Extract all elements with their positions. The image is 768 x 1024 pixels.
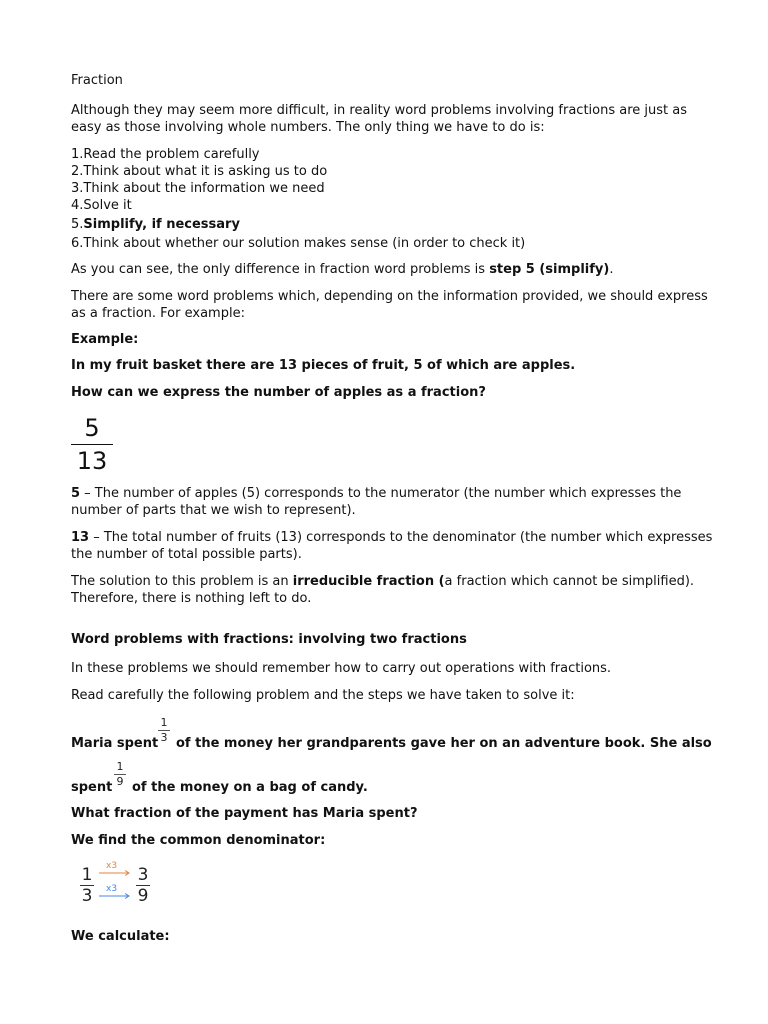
denominator-explanation-1 bbox=[71, 529, 712, 546]
multiplier-label: x3 bbox=[106, 884, 118, 894]
arrow-right-icon bbox=[98, 870, 132, 876]
fraction-5-13 bbox=[71, 414, 113, 475]
denominator-bold: 13 bbox=[71, 530, 90, 545]
difference-bold: step 5 (simplify) bbox=[489, 262, 610, 277]
fraction-3-9 bbox=[136, 866, 150, 905]
section-heading: Word problems with fractions: involving two fractions bbox=[71, 632, 467, 647]
fraction-denominator: 9 bbox=[116, 775, 124, 788]
fraction-numerator: 1 bbox=[160, 716, 168, 729]
spent-post: of the money on a bag of candy. bbox=[132, 780, 368, 795]
solution-text: The solution to this problem is an bbox=[71, 574, 293, 589]
express-line-1: There are some word problems which, depending on the information provided, we should express bbox=[71, 289, 708, 304]
arrow-right-icon bbox=[98, 893, 132, 899]
fraction-numerator: 1 bbox=[81, 865, 93, 885]
difference-paragraph bbox=[71, 261, 613, 278]
question-text: What fraction of the payment has Maria spent? bbox=[71, 806, 418, 821]
step-item-5 bbox=[71, 216, 240, 233]
denominator-explanation-2: the number of total possible parts). bbox=[71, 547, 302, 562]
fraction-numerator: 3 bbox=[137, 865, 149, 885]
solution-bold: irreducible fraction ( bbox=[292, 574, 445, 589]
denominator-text: – The total number of fruits (13) corresponds to the denominator (the number which expresses bbox=[89, 530, 713, 545]
example-label: Example: bbox=[71, 332, 139, 347]
step-item: 2.Think about what it is asking us to do bbox=[71, 164, 328, 179]
fraction-1-9-inline bbox=[114, 761, 126, 788]
common-denominator-text: We find the common denominator: bbox=[71, 833, 326, 848]
numerator-bold: 5 bbox=[71, 486, 81, 501]
calculate-text: We calculate: bbox=[71, 929, 170, 944]
step-5-number: 5. bbox=[71, 217, 84, 232]
intro-line-1: Although they may seem more difficult, in reality word problems involving fractions are just as bbox=[71, 103, 688, 118]
fraction-numerator: 5 bbox=[84, 414, 100, 442]
step-item: 6.Think about whether our solution makes sense (in order to check it) bbox=[71, 236, 526, 251]
spent-pre: spent bbox=[71, 780, 113, 795]
document-title: Fraction bbox=[71, 73, 123, 88]
maria-pre: Maria spent bbox=[71, 736, 159, 751]
fraction-numerator: 1 bbox=[116, 760, 124, 773]
fraction-denominator: 3 bbox=[81, 886, 93, 906]
example-text: In my fruit basket there are 13 pieces of fruit, 5 of which are apples. bbox=[71, 358, 576, 373]
fraction-denominator: 9 bbox=[137, 886, 149, 906]
intro-line-2: easy as those involving whole numbers. The only thing we have to do is: bbox=[71, 120, 545, 135]
difference-text: As you can see, the only difference in fraction word problems is bbox=[71, 262, 490, 277]
operations-text: In these problems we should remember how to carry out operations with fractions. bbox=[71, 661, 612, 676]
numerator-text: – The number of apples (5) corresponds to the numerator (the number which expresses the bbox=[80, 486, 682, 501]
numerator-explanation-2: number of parts that we wish to represent). bbox=[71, 503, 356, 518]
fraction-1-3-inline bbox=[158, 717, 170, 744]
fraction-1-3 bbox=[80, 866, 94, 905]
difference-end: . bbox=[609, 262, 614, 277]
fraction-denominator: 13 bbox=[76, 447, 108, 475]
step-item: 3.Think about the information we need bbox=[71, 181, 325, 196]
maria-post: of the money her grandparents gave her on an adventure book. She also bbox=[176, 736, 712, 751]
multiply-arrow-bottom bbox=[98, 886, 132, 900]
fraction-bar bbox=[71, 444, 113, 445]
fraction-conversion-diagram bbox=[76, 858, 166, 906]
multiplier-label: x3 bbox=[106, 861, 118, 871]
step-item: 4.Solve it bbox=[71, 198, 132, 213]
fraction-denominator: 3 bbox=[160, 731, 168, 744]
example-question: How can we express the number of apples as a fraction? bbox=[71, 385, 486, 400]
solution-line-2: Therefore, there is nothing left to do. bbox=[71, 591, 312, 606]
multiply-arrow-top bbox=[98, 863, 132, 877]
numerator-explanation-1 bbox=[71, 485, 681, 502]
solution-line-1 bbox=[71, 573, 694, 590]
express-line-2: as a fraction. For example: bbox=[71, 306, 245, 321]
step-5-text: Simplify, if necessary bbox=[83, 217, 240, 232]
read-text: Read carefully the following problem and the steps we have taken to solve it: bbox=[71, 688, 575, 703]
step-item: 1.Read the problem carefully bbox=[71, 147, 260, 162]
solution-end: a fraction which cannot be simplified). bbox=[444, 574, 695, 589]
